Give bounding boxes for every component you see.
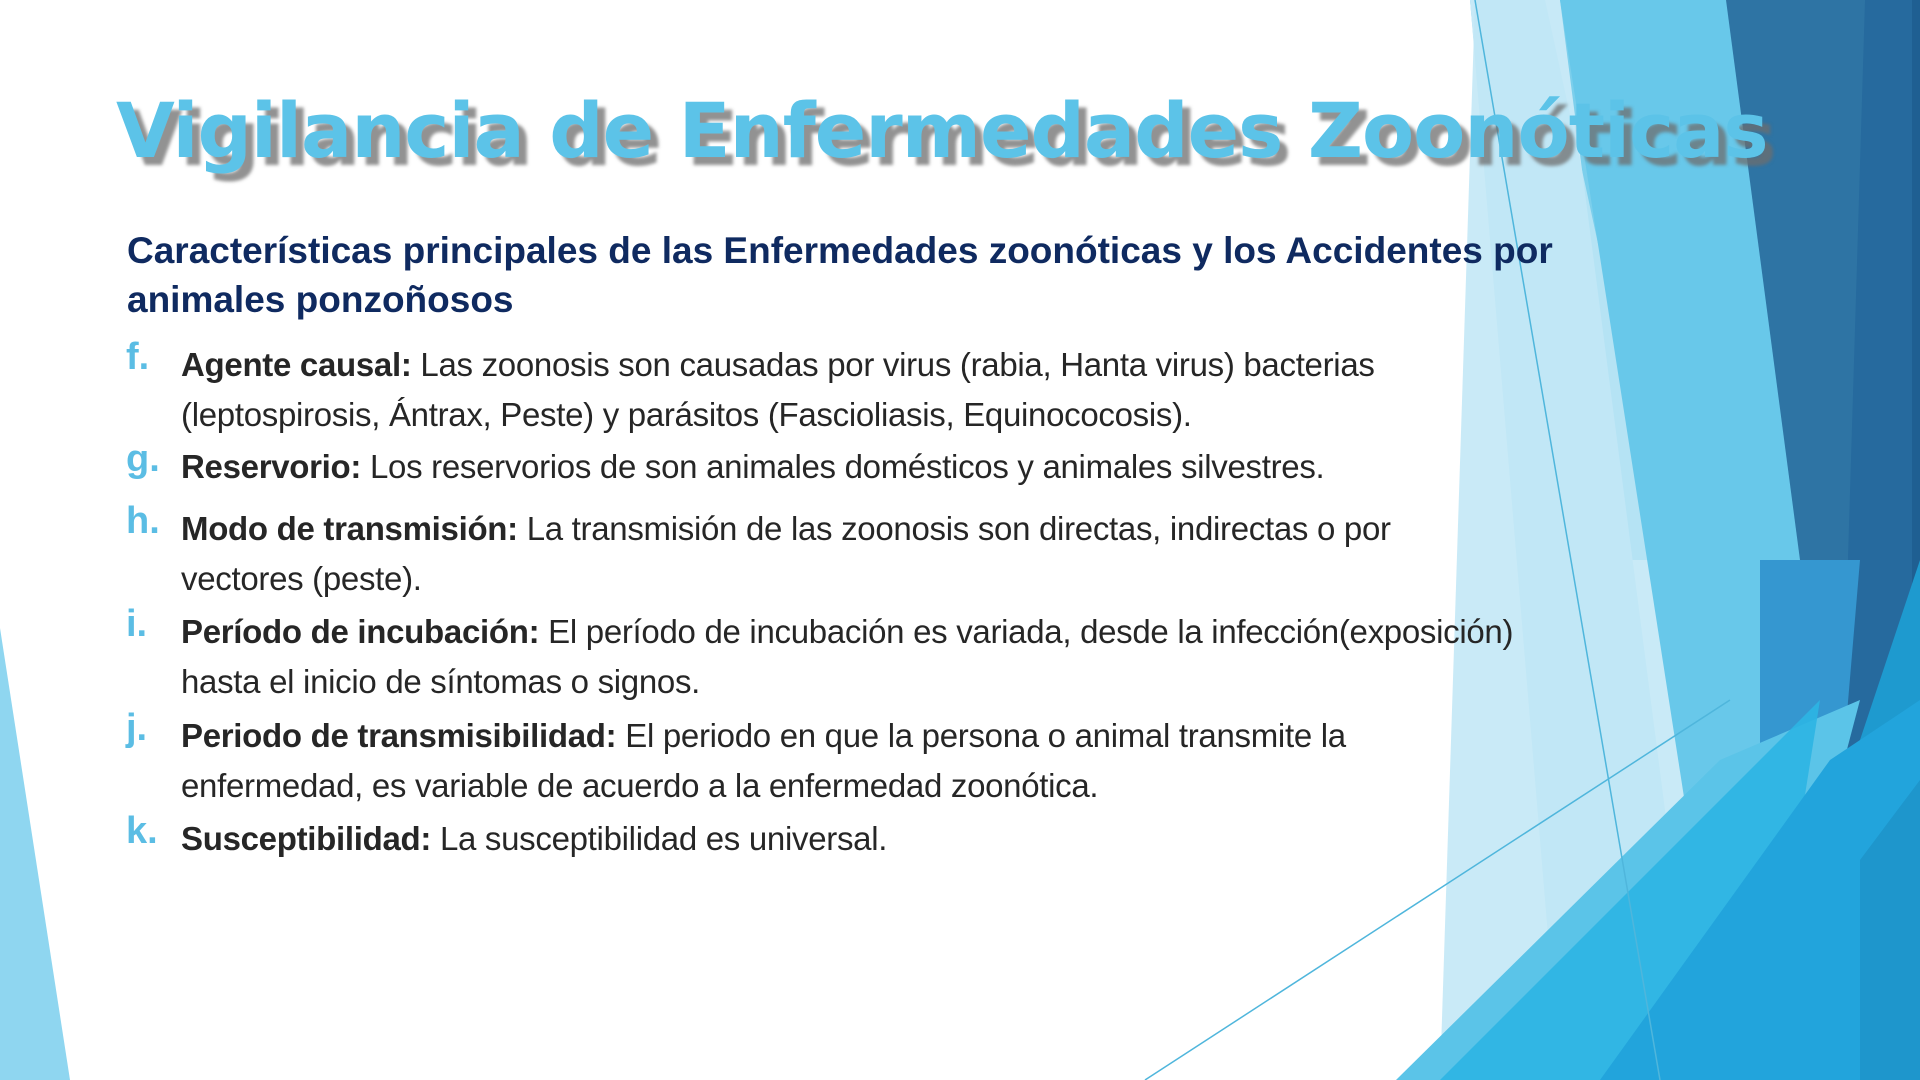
item-body: La susceptibilidad es universal. (431, 820, 888, 857)
list-item-text (181, 607, 1521, 707)
list-item-text (181, 504, 1521, 604)
item-body: Las zoonosis son causadas por virus (rabia, Hanta virus) bacterias (leptospirosis, Ántrax, Peste) y parásitos (Fascioliasis, Equinococosis). (181, 346, 1375, 433)
item-label: Susceptibilidad: (181, 820, 432, 857)
item-label: Modo de transmisión: (181, 510, 518, 547)
left-accent-triangle (0, 628, 70, 1080)
slide-subtitle: Características principales de las Enfermedades zoonóticas y los Accidentes por animales ponzoñosos (127, 230, 1553, 320)
list-item-text (181, 340, 1521, 440)
item-label: Reservorio: (181, 448, 362, 485)
list-item-text (181, 442, 1521, 492)
list-item-text (181, 711, 1521, 811)
list-marker: j. (126, 707, 148, 749)
list-marker: k. (126, 810, 158, 852)
item-label: Agente causal: (181, 346, 412, 383)
item-label: Período de incubación: (181, 613, 540, 650)
item-body: El período de incubación es variada, desde la infección(exposición) hasta el inicio de síntomas o signos. (181, 613, 1514, 700)
list-marker: g. (126, 438, 160, 480)
slide-title: Vigilancia de Enfermedades Zoonóticas (116, 86, 1768, 175)
list-marker: i. (126, 603, 148, 645)
item-label: Periodo de transmisibilidad: (181, 717, 617, 754)
list-marker: h. (126, 500, 160, 542)
item-body: La transmisión de las zoonosis son directas, indirectas o por vectores (peste). (181, 510, 1391, 597)
item-body: El periodo en que la persona o animal transmite la enfermedad, es variable de acuerdo a la enfermedad zoonótica. (181, 717, 1346, 804)
list-marker: f. (126, 336, 150, 378)
list-item-text (181, 814, 1521, 864)
item-body: Los reservorios de son animales domésticos y animales silvestres. (361, 448, 1325, 485)
